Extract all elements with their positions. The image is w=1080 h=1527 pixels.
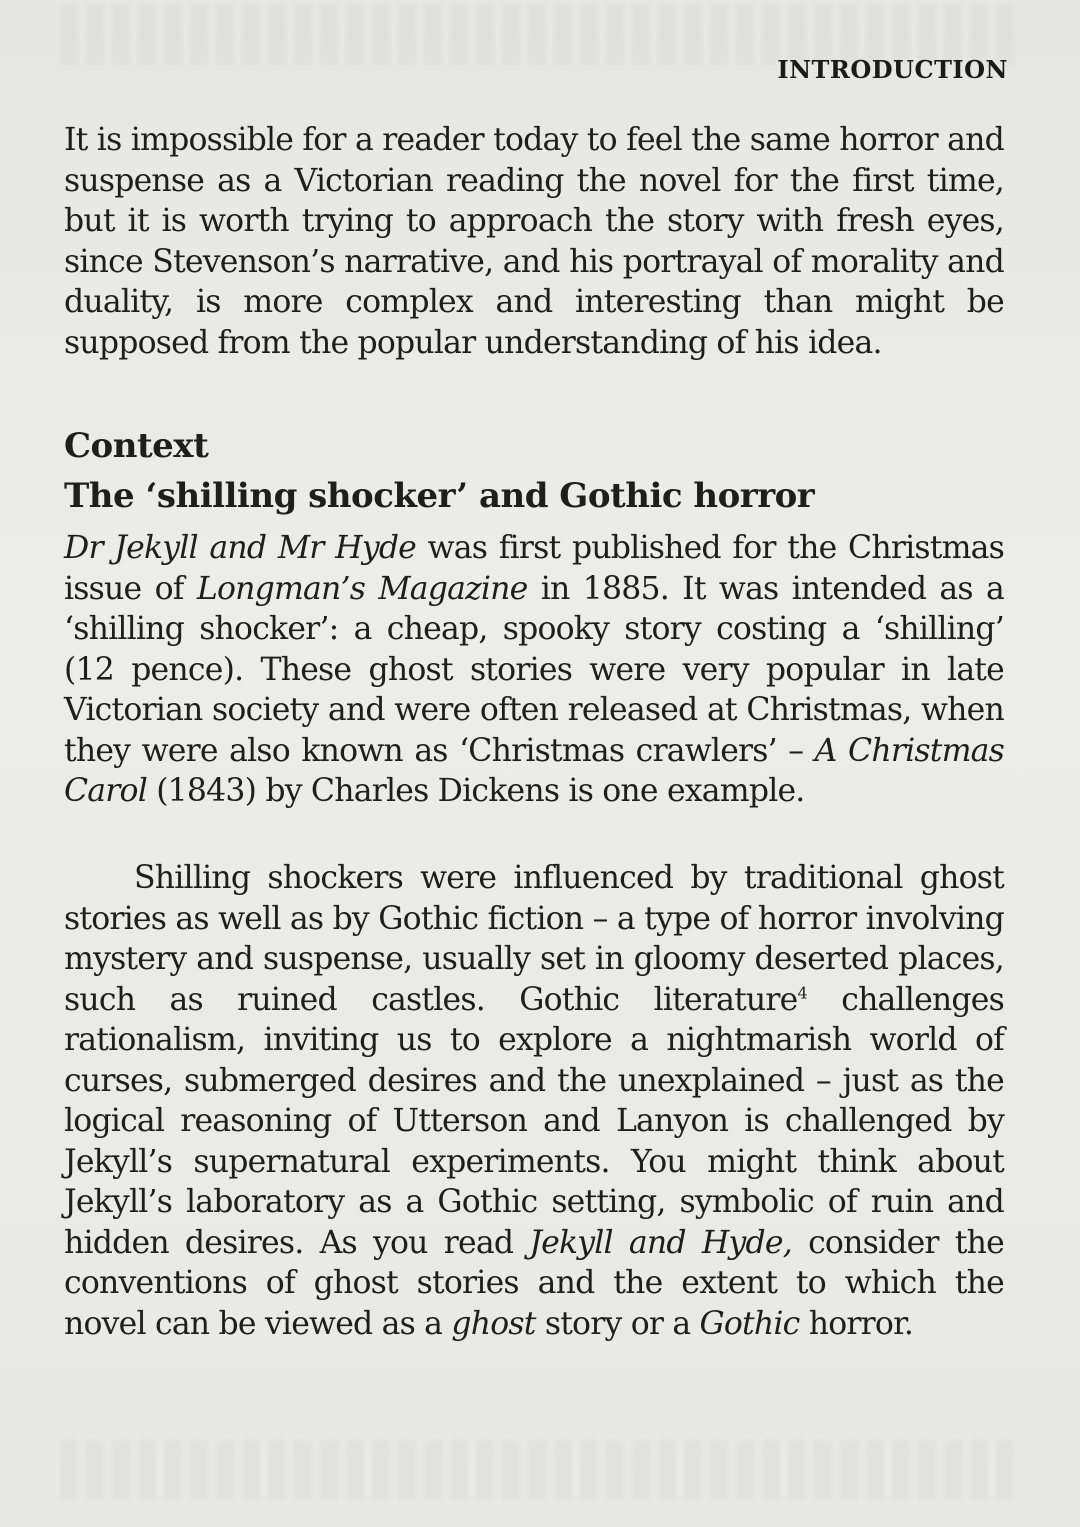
magazine-title: Longman’s Magazine: [196, 570, 528, 607]
section-heading-context: Context: [64, 426, 209, 466]
context-paragraph-text: [64, 528, 1004, 812]
carol-title: A Christmas Carol: [64, 732, 1004, 809]
gothic-word: Gothic: [699, 1305, 800, 1342]
intro-paragraph: [64, 120, 1004, 363]
shilling-paragraph-text: [64, 858, 1004, 1344]
context-text-3: (1843) by Charles Dickens is one example.: [146, 773, 805, 809]
running-head: INTRODUCTION: [777, 55, 1008, 84]
shilling-text-3: consider the conventions of ghost stories and the extent to which the novel can be viewed as a: [64, 1224, 1004, 1342]
shilling-paragraph: [64, 858, 1004, 1344]
shilling-text-5: horror.: [799, 1305, 914, 1342]
subsection-heading: The ‘shilling shocker’ and Gothic horror: [64, 476, 815, 516]
shilling-text-4: story or a: [535, 1305, 700, 1342]
shilling-text-2: challenges rationalism, inviting us to explore a nightmarish world of curses, submerged desires and the unexplained – just as the logical reasoning of Utterson and Lanyon is challenged by Jekyll’s supernatural experiments. You might think about Jekyll’s laboratory as a Gothic setting, symbolic of ruin and hidden desires. As you read: [64, 981, 1004, 1261]
shilling-text-1: Shilling shockers were influenced by traditional ghost stories as well as by Gothic fiction – a type of horror involving mystery and suspense, usually set in gloomy deserted places, such as ruined castles. Gothic literature: [64, 860, 1004, 1018]
novel-short-title: Jekyll and Hyde,: [529, 1224, 792, 1261]
novel-title: Dr Jekyll and Mr Hyde: [64, 530, 417, 566]
footnote-marker: 4: [797, 983, 807, 1002]
bleed-through-texture-bottom: [60, 1440, 1020, 1500]
intro-paragraph-text: It is impossible for a reader today to feel the same horror and suspense as a Victorian reading the novel for the first time, but it is worth trying to approach the story with fresh eyes, since Stevenson’s narrative, and his portrayal of morality and duality, is more complex and interesting than might be supposed from the popular understanding of his idea.: [64, 122, 1004, 361]
ghost-word: ghost: [451, 1305, 536, 1342]
context-text-1: was first published for the Christmas issue of: [64, 530, 1004, 607]
context-paragraph: [64, 528, 1004, 812]
context-text-2: in 1885. It was intended as a ‘shilling shocker’: a cheap, spooky story costing a ‘shilling’ (12 pence). These ghost stories were very popular in late Victorian society and were often released at Christmas, when they were also known as ‘Christmas crawlers’ –: [64, 570, 1004, 769]
